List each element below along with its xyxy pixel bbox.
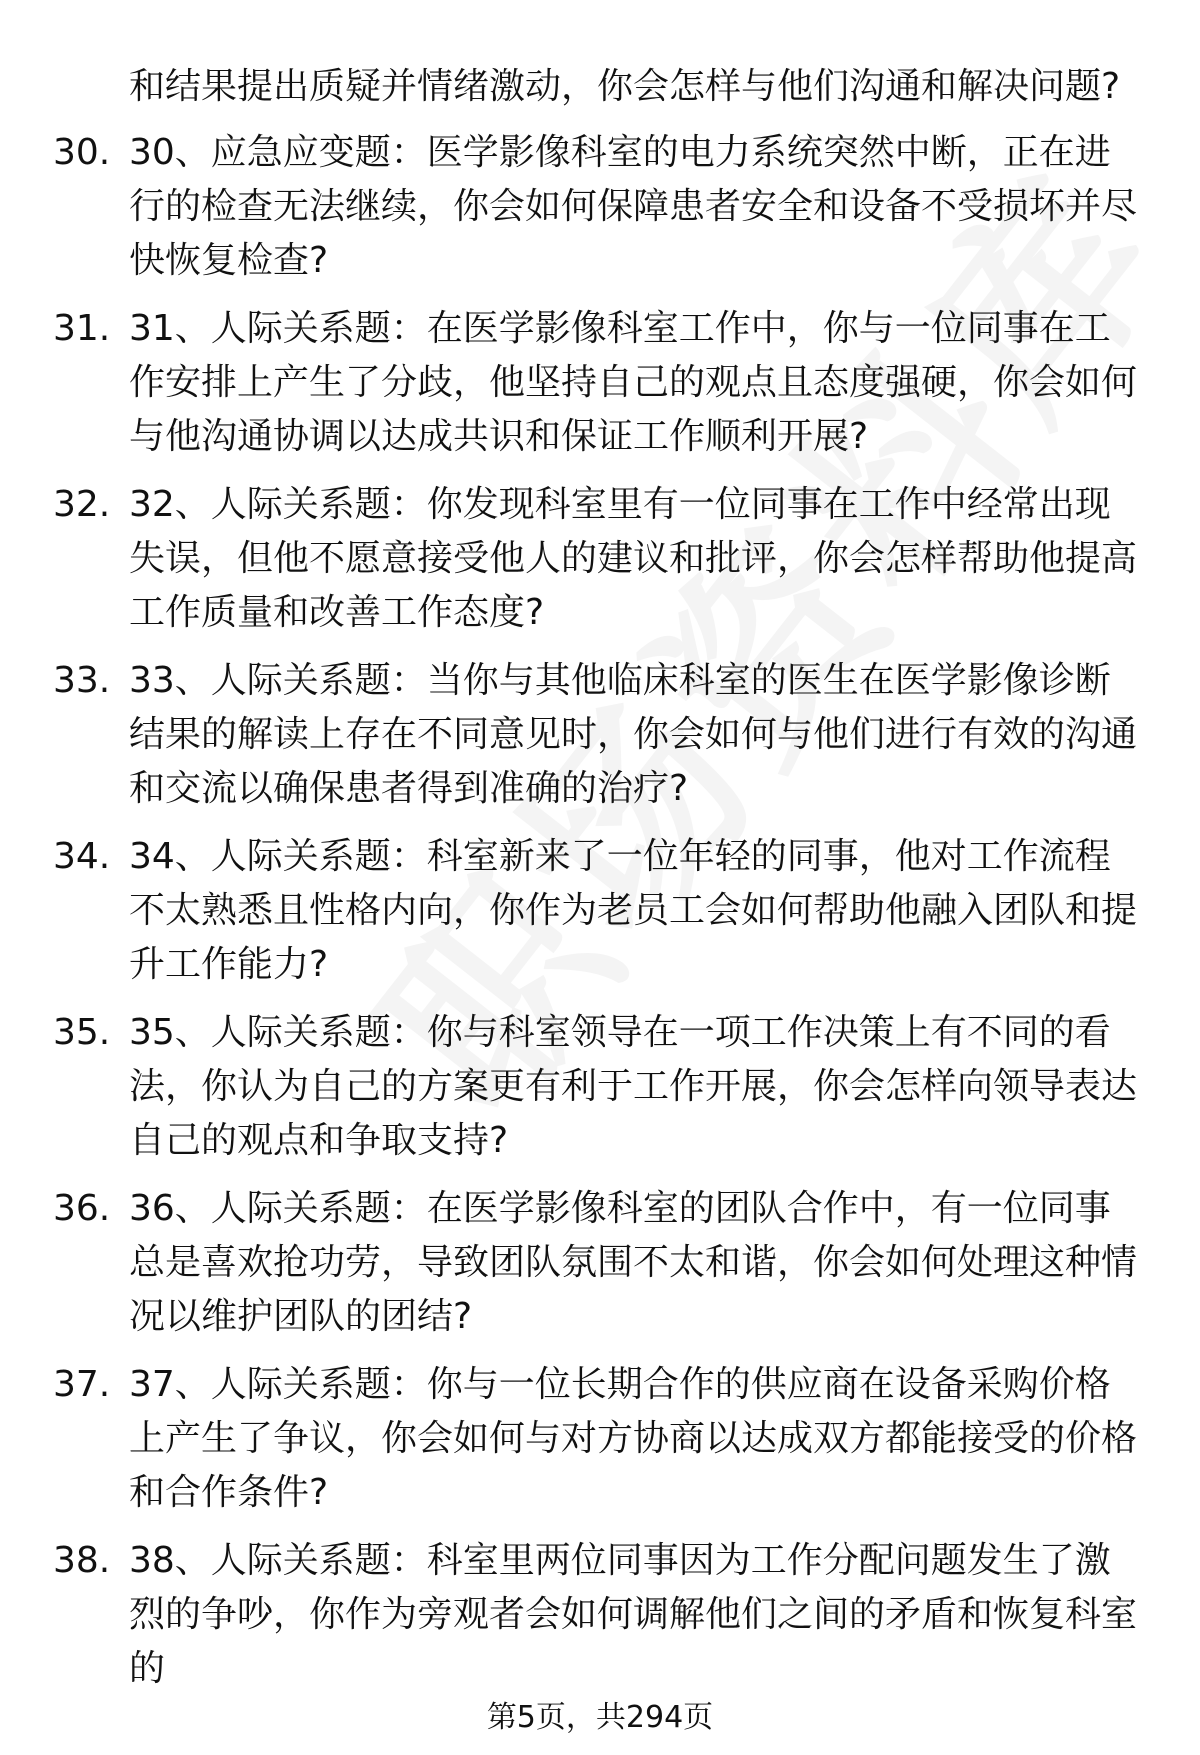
list-number: 37.	[53, 1364, 111, 1405]
list-number: 32.	[53, 484, 111, 525]
list-number: 34.	[53, 836, 111, 877]
question-text: 33、人际关系题：当你与其他临床科室的医生在医学影像诊断结果的解读上存在不同意见时，你会如何与他们进行有效的沟通和交流以确保患者得到准确的治疗?	[129, 660, 1138, 809]
question-text: 30、应急应变题：医学影像科室的电力系统突然中断，正在进行的检查无法继续，你会如何保障患者安全和设备不受损坏并尽快恢复检查?	[129, 132, 1138, 281]
list-item	[0, 1006, 1200, 1170]
question-text: 32、人际关系题：你发现科室里有一位同事在工作中经常出现失误，但他不愿意接受他人的建议和批评，你会怎样帮助他提高工作质量和改善工作态度?	[129, 484, 1138, 633]
continuation-text: 和结果提出质疑并情绪激动，你会怎样与他们沟通和解决问题?	[129, 66, 1121, 107]
question-text: 34、人际关系题：科室新来了一位年轻的同事，他对工作流程不太熟悉且性格内向，你作为老员工会如何帮助他融入团队和提升工作能力?	[129, 836, 1138, 985]
list-item	[0, 478, 1200, 642]
list-item	[0, 1182, 1200, 1346]
question-text: 38、人际关系题：科室里两位同事因为工作分配问题发生了激烈的争吵，你作为旁观者会如何调解他们之间的矛盾和恢复科室的	[129, 1540, 1138, 1689]
list-item	[0, 126, 1200, 290]
list-number: 38.	[53, 1540, 111, 1581]
question-text: 35、人际关系题：你与科室领导在一项工作决策上有不同的看法，你认为自己的方案更有利于工作开展，你会怎样向领导表达自己的观点和争取支持?	[129, 1012, 1138, 1161]
list-item	[0, 654, 1200, 818]
list-number: 31.	[53, 308, 111, 349]
list-number: 36.	[53, 1188, 111, 1229]
page-footer: 第5页，共294页	[486, 1700, 714, 1735]
list-number: 35.	[53, 1012, 111, 1053]
list-item	[0, 1358, 1200, 1522]
list-item	[0, 302, 1200, 466]
list-item	[0, 1534, 1200, 1698]
list-item	[0, 830, 1200, 994]
question-text: 37、人际关系题：你与一位长期合作的供应商在设备采购价格上产生了争议，你会如何与对方协商以达成双方都能接受的价格和合作条件?	[129, 1364, 1138, 1513]
list-number: 33.	[53, 660, 111, 701]
question-text: 31、人际关系题：在医学影像科室工作中，你与一位同事在工作安排上产生了分歧，他坚持自己的观点且态度强硬，你会如何与他沟通协调以达成共识和保证工作顺利开展?	[129, 308, 1138, 457]
question-list	[0, 126, 1200, 1710]
list-number: 30.	[53, 132, 111, 173]
question-text: 36、人际关系题：在医学影像科室的团队合作中，有一位同事总是喜欢抢功劳，导致团队氛围不太和谐，你会如何处理这种情况以维护团队的团结?	[129, 1188, 1138, 1337]
